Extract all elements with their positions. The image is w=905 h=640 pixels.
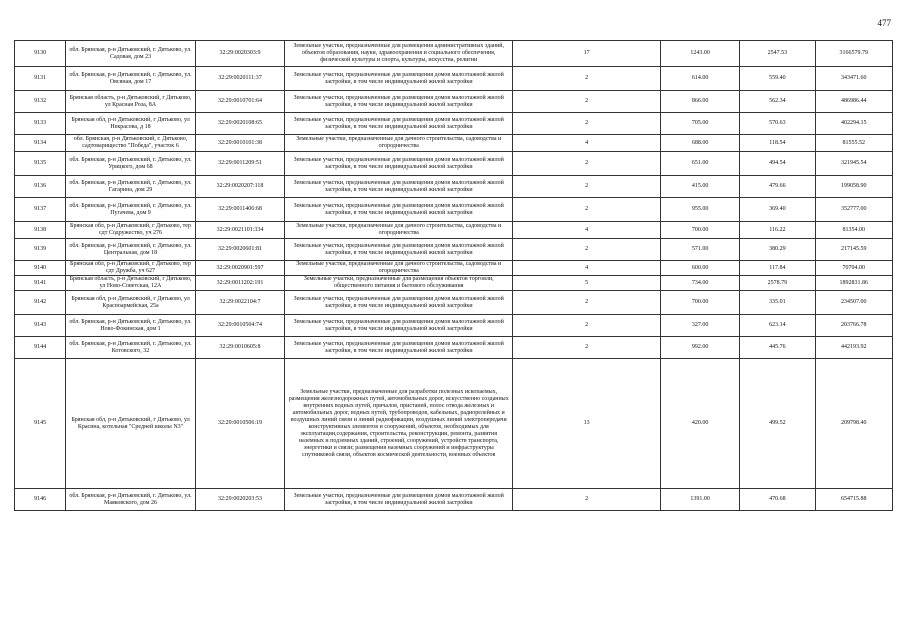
table-row — [15, 91, 893, 113]
cadastral-number-cell: 32:29:0020901:597 — [195, 261, 284, 276]
area-cell: 866.00 — [660, 91, 739, 113]
table-row — [15, 315, 893, 337]
row-id-cell: 9137 — [15, 198, 66, 222]
cadastral-value-cell: 402294.15 — [815, 113, 892, 135]
cadastral-number-cell: 32:29:0020111:37 — [195, 67, 284, 91]
area-cell: 955.00 — [660, 198, 739, 222]
unit-price-cell: 559.40 — [740, 67, 815, 91]
use-class-cell: 5 — [513, 276, 661, 291]
area-cell: 614.00 — [660, 67, 739, 91]
row-id-cell: 9142 — [15, 291, 66, 315]
cadastral-value-cell: 234507.00 — [815, 291, 892, 315]
use-class-cell: 2 — [513, 291, 661, 315]
unit-price-cell: 117.84 — [740, 261, 815, 276]
use-class-cell: 2 — [513, 113, 661, 135]
row-id-cell: 9134 — [15, 135, 66, 152]
address-cell: обл. Брянская, р-н Дятьковский, г. Дятьково, ул. Гагарина, дом 29 — [66, 176, 196, 198]
row-id-cell: 9131 — [15, 67, 66, 91]
address-cell: обл. Брянская, р-н Дятьковский, г. Дятьково, ул. Маяковского, дом 26 — [66, 489, 196, 511]
address-cell: обл. Брянская, р-н Дятьковский, г. Дятьково, ул. Урицкого, дом 68 — [66, 152, 196, 176]
row-id-cell: 9140 — [15, 261, 66, 276]
cadastral-value-cell: 486986.44 — [815, 91, 892, 113]
table-row — [15, 239, 893, 261]
cadastral-number-cell: 32:29:0010101:38 — [195, 135, 284, 152]
cadastral-number-cell: 32:29:0010701:64 — [195, 91, 284, 113]
row-id-cell: 9133 — [15, 113, 66, 135]
address-cell: Брянская область, р-н Дятьковский, г Дятьково, ул Ново-Советская, 12А — [66, 276, 196, 291]
use-class-cell: 2 — [513, 489, 661, 511]
unit-price-cell: 623.14 — [740, 315, 815, 337]
cadastral-value-cell: 442193.92 — [815, 337, 892, 359]
use-class-cell: 2 — [513, 91, 661, 113]
land-use-cell: Земельные участки, предназначенные для размещения домов малоэтажной жилой застройки, в том числе индивидуальной жилой застройки — [285, 489, 513, 511]
land-use-cell: Земельные участки, предназначенные для размещения объектов торговли, общественного питания и бытового обслуживания — [285, 276, 513, 291]
use-class-cell: 17 — [513, 41, 661, 67]
use-class-cell: 2 — [513, 239, 661, 261]
cadastral-value-cell: 217145.59 — [815, 239, 892, 261]
land-use-cell: Земельные участки, предназначенные для размещения домов малоэтажной жилой застройки, в том числе индивидуальной жилой застройки — [285, 239, 513, 261]
table-row — [15, 135, 893, 152]
use-class-cell: 4 — [513, 261, 661, 276]
table-row — [15, 67, 893, 91]
cadastral-number-cell: 32:29:0011202:191 — [195, 276, 284, 291]
land-use-cell: Земельные участки, предназначенные для размещения домов малоэтажной жилой застройки, в том числе индивидуальной жилой застройки — [285, 67, 513, 91]
row-id-cell: 9139 — [15, 239, 66, 261]
address-cell: Брянская обл, р-н Дятьковский, г Дятьково, тер сдт Дружба, уч 627 — [66, 261, 196, 276]
use-class-cell: 2 — [513, 176, 661, 198]
cadastral-value-cell: 81555.52 — [815, 135, 892, 152]
area-cell: 415.00 — [660, 176, 739, 198]
unit-price-cell: 470.68 — [740, 489, 815, 511]
cadastral-value-cell: 203766.78 — [815, 315, 892, 337]
area-cell: 327.00 — [660, 315, 739, 337]
address-cell: Брянская обл, р-н Дятьковский, г Дятьково, ул Красина, котельная "Средней школы N3" — [66, 359, 196, 489]
use-class-cell: 2 — [513, 67, 661, 91]
address-cell: Брянская обл, р-н Дятьковский, г Дятьково, тер сдт Содружество, уч 276 — [66, 222, 196, 239]
address-cell: обл. Брянская, р-н Дятьковский, г. Дятьково, ул. Пугачева, дом 9 — [66, 198, 196, 222]
table-row — [15, 176, 893, 198]
cadastral-value-cell: 343471.60 — [815, 67, 892, 91]
land-use-cell: Земельные участки, предназначенные для размещения домов малоэтажной жилой застройки, в том числе индивидуальной жилой застройки — [285, 198, 513, 222]
cadastral-number-cell: 32:29:0020303:9 — [195, 41, 284, 67]
use-class-cell: 4 — [513, 135, 661, 152]
area-cell: 420.00 — [660, 359, 739, 489]
address-cell: обл. Брянская, р-н Дятьковский, г. Дятьково, ул. Центральная, дом 18 — [66, 239, 196, 261]
address-cell: обл. Брянская, р-н Дятьковский, г. Дятьково, ул. Ново-Фокинская, дом 1 — [66, 315, 196, 337]
address-cell: обл. Брянская, р-н Дятьковский, г. Дятьково, ул. Котовского, 32 — [66, 337, 196, 359]
table-row — [15, 291, 893, 315]
unit-price-cell: 562.34 — [740, 91, 815, 113]
table-row — [15, 113, 893, 135]
table-row — [15, 41, 893, 67]
land-use-cell: Земельные участки, предназначенные для разработки полезных ископаемых, размещения железнодорожных путей, автомобильных дорог, искусственно созданных внутренних водных путей, причалов, пристаней, полос отвода железных и автомобильных дорог, водных путей, трубопроводов, кабельных, радиорелейных и воздушных линий связи и линий радиофикации, воздушных линий электропередачи конструктивных элементов и сооружений, объектов, необходимых для эксплуатации,содержания, строительства, реконструкции, ремонта, развития наземных и подземных зданий, строений, сооружений, устройств транспорта, энергетики и связи; размещения наземных сооружений и инфраструктуры спутниковой связи, объектов космической деятельности, военных объектов — [285, 359, 513, 489]
cadastral-value-cell: 321945.54 — [815, 152, 892, 176]
unit-price-cell: 479.66 — [740, 176, 815, 198]
cadastral-value-cell: 209798.40 — [815, 359, 892, 489]
cadastral-number-cell: 32:29:0021101:334 — [195, 222, 284, 239]
address-cell: Брянская обл, р-н Дятьковский, г Дятьково, ул Красноармейская, 25а — [66, 291, 196, 315]
cadastral-number-cell: 32:29:0010506:19 — [195, 359, 284, 489]
table-row — [15, 222, 893, 239]
cadastral-number-cell: 32:29:0010605:8 — [195, 337, 284, 359]
land-use-cell: Земельные участки, предназначенные для размещения административных зданий, объектов образования, науки, здравоохранения и социального обеспечения, физической культуры и спорта, культуры, искусства, религии — [285, 41, 513, 67]
land-use-cell: Земельные участки, предназначенные для дачного строительства, садоводства и огородничества — [285, 222, 513, 239]
area-cell: 700.00 — [660, 291, 739, 315]
address-cell: обл. Брянская, р-н Дятьковский, г. Дятьково, ул. Овсяная, дом 17 — [66, 67, 196, 91]
unit-price-cell: 2578.79 — [740, 276, 815, 291]
cadastral-value-cell: 199058.90 — [815, 176, 892, 198]
unit-price-cell: 570.63 — [740, 113, 815, 135]
cadastral-value-cell: 352777.00 — [815, 198, 892, 222]
address-cell: Брянская обл, р-н Дятьковский, г Дятьково, ул Некрасова, д 18 — [66, 113, 196, 135]
land-use-cell: Земельные участки, предназначенные для размещения домов малоэтажной жилой застройки, в том числе индивидуальной жилой застройки — [285, 176, 513, 198]
cadastral-number-cell: 32:29:0011209:51 — [195, 152, 284, 176]
table-row — [15, 489, 893, 511]
table-row — [15, 261, 893, 276]
unit-price-cell: 118.54 — [740, 135, 815, 152]
area-cell: 600.00 — [660, 261, 739, 276]
land-use-cell: Земельные участки, предназначенные для размещения домов малоэтажной жилой застройки, в том числе индивидуальной жилой застройки — [285, 291, 513, 315]
row-id-cell: 9141 — [15, 276, 66, 291]
cadastral-number-cell: 32:29:0020108:65 — [195, 113, 284, 135]
area-cell: 651.00 — [660, 152, 739, 176]
row-id-cell: 9136 — [15, 176, 66, 198]
table-row — [15, 198, 893, 222]
cadastral-number-cell: 32:29:0022104:7 — [195, 291, 284, 315]
table-row — [15, 359, 893, 489]
area-cell: 571.00 — [660, 239, 739, 261]
land-use-cell: Земельные участки, предназначенные для размещения домов малоэтажной жилой застройки, в том числе индивидуальной жилой застройки — [285, 315, 513, 337]
use-class-cell: 2 — [513, 337, 661, 359]
area-cell: 705.00 — [660, 113, 739, 135]
cadastral-value-cell: 1892831.86 — [815, 276, 892, 291]
row-id-cell: 9143 — [15, 315, 66, 337]
table-row — [15, 276, 893, 291]
row-id-cell: 9130 — [15, 41, 66, 67]
land-use-cell: Земельные участки, предназначенные для дачного строительства, садоводства и огородничества — [285, 135, 513, 152]
land-use-cell: Земельные участки, предназначенные для дачного строительства, садоводства и огородничества — [285, 261, 513, 276]
unit-price-cell: 2547.53 — [740, 41, 815, 67]
area-cell: 992.00 — [660, 337, 739, 359]
unit-price-cell: 445.76 — [740, 337, 815, 359]
row-id-cell: 9145 — [15, 359, 66, 489]
land-use-cell: Земельные участки, предназначенные для размещения домов малоэтажной жилой застройки, в том числе индивидуальной жилой застройки — [285, 152, 513, 176]
unit-price-cell: 116.22 — [740, 222, 815, 239]
area-cell: 688.00 — [660, 135, 739, 152]
row-id-cell: 9138 — [15, 222, 66, 239]
use-class-cell: 2 — [513, 198, 661, 222]
cadastral-value-cell: 70704.00 — [815, 261, 892, 276]
use-class-cell: 2 — [513, 152, 661, 176]
row-id-cell: 9132 — [15, 91, 66, 113]
area-cell: 1243.00 — [660, 41, 739, 67]
cadastral-number-cell: 32:29:0020203:53 — [195, 489, 284, 511]
area-cell: 1391.00 — [660, 489, 739, 511]
table-row — [15, 152, 893, 176]
area-cell: 700.00 — [660, 222, 739, 239]
cadastral-value-cell: 81354.00 — [815, 222, 892, 239]
land-use-cell: Земельные участки, предназначенные для размещения домов малоэтажной жилой застройки, в том числе индивидуальной жилой застройки — [285, 91, 513, 113]
unit-price-cell: 380.29 — [740, 239, 815, 261]
row-id-cell: 9135 — [15, 152, 66, 176]
cadastral-number-cell: 32:29:0020601:81 — [195, 239, 284, 261]
unit-price-cell: 369.40 — [740, 198, 815, 222]
table-row — [15, 337, 893, 359]
use-class-cell: 13 — [513, 359, 661, 489]
area-cell: 734.00 — [660, 276, 739, 291]
address-cell: обл. Брянская, р-н Дятьковский, г. Дятьково, садтоварищество "Победа", участок 6 — [66, 135, 196, 152]
unit-price-cell: 494.54 — [740, 152, 815, 176]
land-use-cell: Земельные участки, предназначенные для размещения домов малоэтажной жилой застройки, в том числе индивидуальной жилой застройки — [285, 337, 513, 359]
table-body — [15, 41, 893, 511]
page-number: 477 — [877, 18, 891, 28]
cadastral-number-cell: 32:29:0010504:74 — [195, 315, 284, 337]
address-cell: обл. Брянская, р-н Дятьковский, г. Дятьково, ул. Садовая, дом 23 — [66, 41, 196, 67]
row-id-cell: 9146 — [15, 489, 66, 511]
unit-price-cell: 499.52 — [740, 359, 815, 489]
cadastral-number-cell: 32:29:0020207:118 — [195, 176, 284, 198]
address-cell: Брянская область, р-н Дятьковский, г Дятьково, ул Красная Роза, 8А — [66, 91, 196, 113]
use-class-cell: 2 — [513, 315, 661, 337]
row-id-cell: 9144 — [15, 337, 66, 359]
unit-price-cell: 335.01 — [740, 291, 815, 315]
use-class-cell: 4 — [513, 222, 661, 239]
land-registry-table — [14, 40, 893, 511]
cadastral-value-cell: 654715.88 — [815, 489, 892, 511]
cadastral-value-cell: 3166579.79 — [815, 41, 892, 67]
cadastral-number-cell: 32:29:0011406:68 — [195, 198, 284, 222]
land-use-cell: Земельные участки, предназначенные для размещения домов малоэтажной жилой застройки, в том числе индивидуальной жилой застройки — [285, 113, 513, 135]
